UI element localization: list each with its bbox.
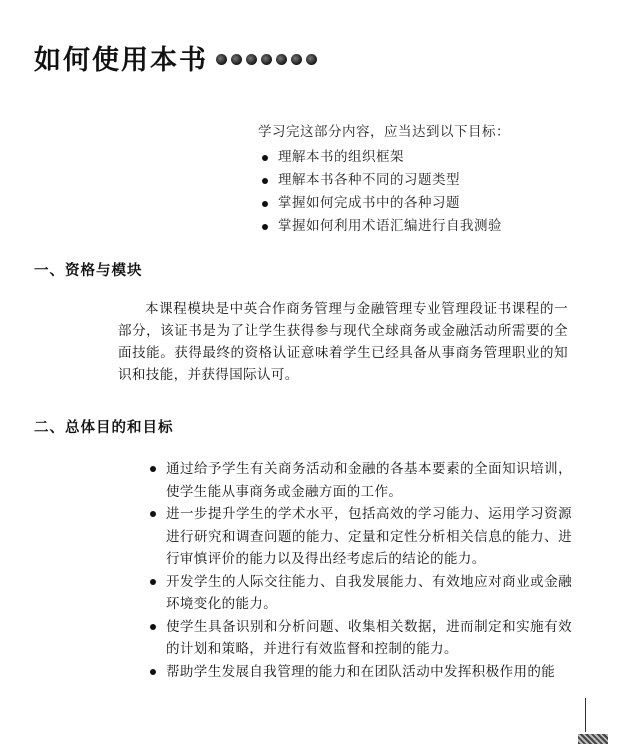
objective-text: 掌握如何利用术语汇编进行自我测验 <box>278 218 502 234</box>
list-item <box>148 616 572 661</box>
bullet-icon <box>150 579 156 585</box>
decoration-dot-icon <box>261 54 272 65</box>
qualification-paragraph: 本课程模块是中英合作商务管理与金融管理专业管理段证书课程的一部分，该证书是为了让学生获得参与现代全球商务或金融活动所需要的全面技能。获得最终的资格认证意味着学生已经具备从事商务管理职业的知识和技能，并获得国际认可。 <box>118 301 568 383</box>
bullet-icon <box>262 155 268 161</box>
decoration-dot-icon <box>276 54 287 65</box>
objectives-list <box>258 146 510 238</box>
decoration-dot-icon <box>246 54 257 65</box>
bullet-icon <box>262 224 268 230</box>
aim-text: 通过给予学生有关商务活动和金融的各基本要素的全面知识培训，使学生能从事商务或金融方面的工作。 <box>166 461 572 500</box>
list-item <box>258 169 510 192</box>
bullet-icon <box>150 669 156 675</box>
aim-text: 开发学生的人际交往能力、自我发展能力、有效地应对商业或金融环境变化的能力。 <box>166 573 572 612</box>
aims-list-container <box>148 458 572 683</box>
aim-text: 进一步提升学生的学术水平，包括高效的学习能力、运用学习资源进行研究和调查问题的能力、定量和定性分析相关信息的能力、进行审慎评价的能力以及得出经考虑后的结论的能力。 <box>166 506 572 567</box>
bullet-icon <box>150 466 156 472</box>
learning-objectives <box>258 120 510 238</box>
list-item <box>148 661 572 684</box>
page-number-mark <box>578 734 608 744</box>
page-edge-line <box>585 698 586 732</box>
decoration-dot-icon <box>231 54 242 65</box>
list-item <box>258 215 510 238</box>
decoration-dot-icon <box>306 54 317 65</box>
list-item <box>258 146 510 169</box>
section-heading-aims: 二、总体目的和目标 <box>34 420 174 436</box>
section-heading-qualification: 一、资格与模块 <box>34 263 143 279</box>
bullet-icon <box>262 178 268 184</box>
page-title: 如何使用本书 <box>34 45 208 76</box>
objective-text: 理解本书的组织框架 <box>278 149 404 165</box>
title-decoration <box>216 54 317 65</box>
aim-text: 帮助学生发展自我管理的能力和在团队活动中发挥积极作用的能 <box>166 663 556 680</box>
decoration-dot-icon <box>216 54 227 65</box>
aim-text: 使学生具备识别和分析问题、收集相关数据，进而制定和实施有效的计划和策略，并进行有效监督和控制的能力。 <box>166 618 572 657</box>
objective-text: 掌握如何完成书中的各种习题 <box>278 195 460 211</box>
decoration-dot-icon <box>291 54 302 65</box>
bullet-icon <box>150 624 156 630</box>
aims-list <box>148 458 572 683</box>
list-item <box>148 503 572 571</box>
list-item <box>258 192 510 215</box>
list-item <box>148 571 572 616</box>
bullet-icon <box>150 511 156 517</box>
objectives-intro: 学习完这部分内容，应当达到以下目标： <box>258 124 510 140</box>
list-item <box>148 458 572 503</box>
bullet-icon <box>262 201 268 207</box>
objective-text: 理解本书各种不同的习题类型 <box>278 172 460 188</box>
